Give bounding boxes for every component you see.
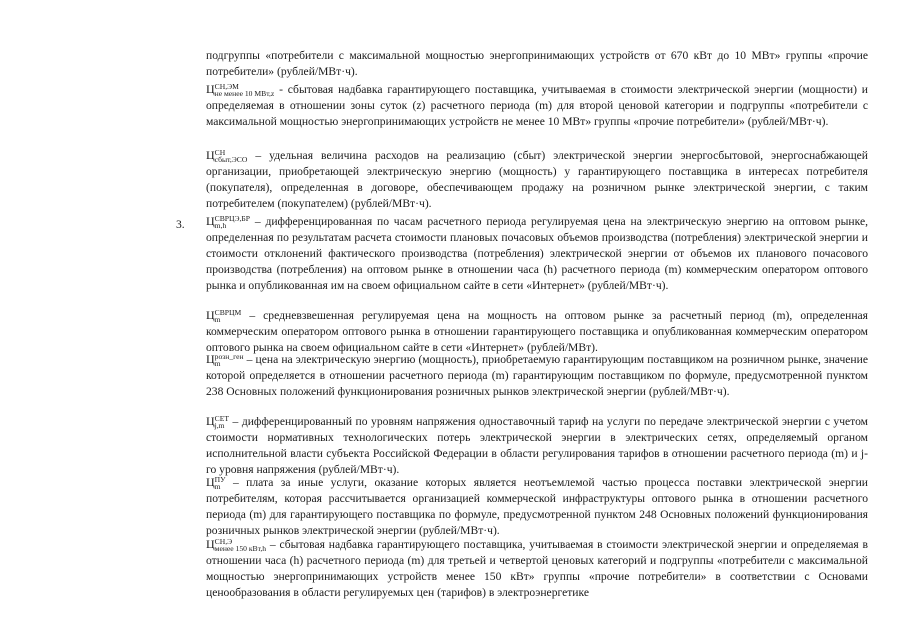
- paragraph-prochie-670kw: [206, 48, 868, 80]
- paragraph-rozn-gen: [206, 352, 868, 400]
- paragraph-sn-sbyt-eso: [206, 148, 868, 212]
- paragraph-text: – дифференцированный по уровням напряжения одноставочный тариф на услуги по передаче электрической энергии с учетом стоимости нормативных технологических потерь электрической энергии в электрических сетях, определяемый органом исполнительной власти субъекта Российской Федерации в области регулирования тарифов в отношении расчетного периода (m) и j-го уровня напряжения (рублей/МВт·ч).: [206, 415, 868, 476]
- formula-symbol: Ц СН сбыт,ЭСО: [206, 148, 248, 164]
- formula-symbol: Ц СН,Э менее 150 кВт,h: [206, 537, 267, 553]
- paragraph-text: – плата за иные услуги, оказание которых является неотъемлемой частью процесса поставки электрической энергии потребителям, которая рассчитывается организацией коммерческой инфраструктуры оптового рынка в отношении расчетного периода (m) для гарантирующего поставщика по формуле, предусмотренной пунктом 248 Основных положений функционирования розничных рынков электрической энергии (рублей/МВт·ч).: [206, 476, 868, 537]
- paragraph-text: – сбытовая надбавка гарантирующего поставщика, учитываемая в стоимости электрической энергии и определяемая в отношении часа (h) расчетного периода (m) для третьей и четвертой ценовых категорий и подгруппы «потребители с максимальной мощностью энергопринимающих устройств менее 150 кВт» группы «прочие потребители» в соответствии с Основами ценообразования в области регулируемых цен (тарифов) в электроэнергетике: [206, 538, 868, 599]
- paragraph-sn-em-10mw: [206, 82, 868, 130]
- formula-symbol: Ц СН,ЭМ не менее 10 МВт,z: [206, 82, 275, 98]
- list-number: 3.: [176, 218, 185, 231]
- paragraph-svrtse-br: [206, 214, 868, 294]
- formula-symbol: Ц СВРЦЭ,БР m,h: [206, 214, 251, 230]
- paragraph-text: – удельная величина расходов на реализацию (сбыт) электрической энергии энергосбытовой, энергоснабжающей организации, приобретающей электрическую энергию (мощность) у гарантирующего поставщика в интересах потребителя (покупателя), определенная в договоре, обеспечивающем продажу на розничном рынке электрической энергии, с таким потребителем (покупателем) (рублей/МВт·ч).: [206, 149, 868, 210]
- paragraph-pu: [206, 475, 868, 539]
- paragraph-text: - сбытовая надбавка гарантирующего поставщика, учитываемая в стоимости электрической энергии (мощности) и определяемая в отношении зоны суток (z) расчетного периода (m) для второй ценовой категории и подгруппы «потребители с максимальной мощностью энергопринимающих устройств не менее 10 МВт» группы «прочие потребители» (рублей/МВт·ч).: [206, 83, 868, 128]
- formula-symbol: Ц ПУ m: [206, 475, 226, 491]
- formula-symbol: Ц СЕТ j,m: [206, 414, 230, 430]
- paragraph-text: подгруппы «потребители с максимальной мощностью энергопринимающих устройств от 670 кВт до 10 МВт» группы «прочие потребители» (рублей/МВт·ч).: [206, 49, 868, 78]
- paragraph-set: [206, 414, 868, 478]
- paragraph-sn-e-150kw: [206, 537, 868, 601]
- paragraph-text: – дифференцированная по часам расчетного периода регулируемая цена на электрическую энергию на оптовом рынке, определенная по результатам расчета стоимости плановых почасовых объемов производства (потребления) электрической энергии и стоимости отклонений фактического производства (потребления) электрической энергии от объемов их планового почасового производства (потребления) на оптовом рынке в отношении часа (h) расчетного периода (m) коммерческим оператором оптового рынка и опубликованная им на своем официальном сайте в сети «Интернет» (рублей/МВт·ч).: [206, 215, 868, 292]
- formula-symbol: Ц СВРЦМ m: [206, 308, 242, 324]
- paragraph-svrtsm: [206, 308, 868, 356]
- paragraph-text: – средневзвешенная регулируемая цена на мощность на оптовом рынке за расчетный период (m), определенная коммерческим оператором оптового рынка в отношении гарантирующего поставщика и опубликованная коммерческим оператором оптового рынка на своем официальном сайте в сети «Интернет» (рублей/МВт).: [206, 309, 868, 354]
- paragraph-text: – цена на электрическую энергию (мощность), приобретаемую гарантирующим поставщиком на розничном рынке, значение которой определяется в отношении расчетного периода (m) гарантирующим поставщиком по формуле, предусмотренной пунктом 238 Основных положений функционирования розничных рынков электрической энергии (рублей/МВт·ч).: [206, 353, 868, 398]
- formula-symbol: Ц розн_ген m: [206, 352, 244, 368]
